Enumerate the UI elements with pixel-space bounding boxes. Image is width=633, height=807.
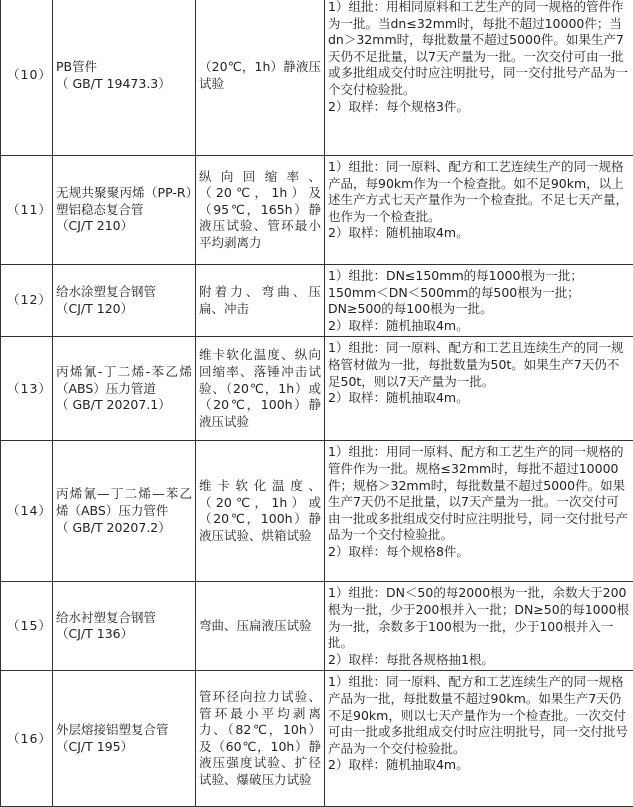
product-name — [53, 265, 196, 337]
test-item-text: 维卡软化温度、（20℃，1h）或（20℃，100h）静液压试验、烘箱试验 — [199, 478, 321, 544]
sampling-rule: 2）取样：每个规格3件。 — [328, 99, 630, 116]
test-item-text: 管环径向拉力试验、管环最小平均剥离力、（82℃，10h）及（60℃，10h）静液压强度试验、扩径试验、爆破压力试验 — [199, 689, 321, 789]
standard-code: （CJ/T 210） — [56, 218, 192, 235]
product-title: 给水衬塑复合钢管 — [56, 610, 192, 627]
product-name — [53, 337, 196, 441]
standard-code: （ GB/T 20207.2） — [56, 520, 192, 537]
standard-code: （ GB/T 19473.3） — [56, 76, 192, 93]
product-title: 外层熔接铝塑复合管 — [56, 722, 192, 739]
product-title: 给水涂塑复合钢管 — [56, 284, 192, 301]
sampling-rule: 2）取样：每个规格8件。 — [328, 544, 630, 561]
batch-sampling-rules — [325, 337, 633, 441]
product-title: 无规共聚聚丙烯（PP-R）塑铝稳态复合管 — [56, 185, 192, 218]
test-item-text: （20℃，1h）静液压试验 — [199, 59, 321, 92]
batch-rule: 1）组批：用相同原料和工艺生产的同一规格的管件作为一批。当dn≤32mm时，每批不超过10000件；当dn＞32mm时，每批数量不超过5000件。如果生产7天仍不足批量，以7天产量为一批。一次交付可由一批或多批组成交付时应注明批号，同一交付批号产品为一个交付检验批。 — [328, 0, 630, 99]
product-title: 丙烯氰-丁二烯-苯乙烯（ABS）压力管道 — [56, 364, 192, 397]
item-number: （12） — [1, 265, 53, 337]
test-items — [196, 582, 325, 671]
product-name — [53, 441, 196, 582]
standard-code: （CJ/T 136） — [56, 626, 192, 643]
sampling-rule: 2）取样：每批各规格抽1根。 — [328, 652, 630, 669]
test-items — [196, 0, 325, 156]
product-name — [53, 582, 196, 671]
product-name — [53, 0, 196, 156]
sampling-rule: 2）取样：随机抽取4m。 — [328, 318, 630, 335]
sampling-rule: 2）取样：随机抽取4m。 — [328, 390, 630, 407]
sampling-rule: 2）取样：随机抽取4m。 — [328, 225, 630, 242]
batch-sampling-rules — [325, 582, 633, 671]
table-row — [1, 582, 633, 671]
product-name — [53, 671, 196, 807]
product-title: 丙烯氰—丁二烯—苯乙烯（ABS）压力管件 — [56, 486, 192, 519]
batch-sampling-rules — [325, 671, 633, 807]
standard-code: （CJ/T 120） — [56, 301, 192, 318]
standard-code: （ GB/T 20207.1） — [56, 397, 192, 414]
item-number: （14） — [1, 441, 53, 582]
batch-rule: 1）组批：DN≤150mm的每1000根为一批；150mm＜DN＜500mm的每500根为一批；DN≥500的每100根为一批。 — [328, 268, 630, 318]
batch-sampling-rules — [325, 265, 633, 337]
test-items — [196, 671, 325, 807]
batch-sampling-rules — [325, 0, 633, 156]
test-item-text: 附着力、弯曲、压扁、冲击 — [199, 284, 321, 317]
product-name — [53, 156, 196, 265]
batch-rule: 1）组批：同一原料、配方和工艺连续生产的同一规格产品，每90km作为一个检查批。如不足90km，以上述生产方式七天产量作为一个检查批。不足七天产量，也作为一个检查批。 — [328, 159, 630, 225]
test-item-text: 弯曲、压扁液压试验 — [199, 618, 321, 635]
sampling-rule: 2）取样：随机抽取4m。 — [328, 757, 630, 774]
item-number: （16） — [1, 671, 53, 807]
item-number: （13） — [1, 337, 53, 441]
batch-sampling-rules — [325, 441, 633, 582]
batch-rule: 1）组批：DN＜50的每2000根为一批，余数大于200根为一批，少于200根并入一批；DN≥50的每1000根为一批，余数多于100根为一批，少于100根并入一批。 — [328, 585, 630, 651]
batch-rule: 1）组批：同一原料、配方和工艺且连续生产的同一规格管材做为一批，每批数量为50t。如果生产7天仍不足50t，则以7天产量为一批。 — [328, 340, 630, 390]
table-row — [1, 441, 633, 582]
item-number: （10） — [1, 0, 53, 156]
test-item-text: 纵向回缩率、（20℃，1h）及（95℃，165h）静液压试验、管环最小平均剥离力 — [199, 169, 321, 252]
table-row — [1, 265, 633, 337]
product-title: PB管件 — [56, 59, 192, 76]
table-row — [1, 0, 633, 156]
batch-rule: 1）组批：同一原料、配方和工艺连续生产的同一规格产品为一批，每批数量不超过90km。如果生产7天仍不足90km，则以七天产量作为一个检查批。一次交付可由一批或多批组成交付时应注明批号，同一交付批号产品为一个交付检验批。 — [328, 674, 630, 757]
test-items — [196, 265, 325, 337]
standard-code: （CJ/T 195） — [56, 739, 192, 756]
table-row — [1, 156, 633, 265]
test-items — [196, 441, 325, 582]
test-item-text: 维卡软化温度、纵向回缩率、落锤冲击试验、（20℃，1h）或（20℃，100h）静液压试验 — [199, 347, 321, 430]
table-row — [1, 337, 633, 441]
test-items — [196, 337, 325, 441]
item-number: （11） — [1, 156, 53, 265]
batch-rule: 1）组批：用同一原料、配方和工艺生产的同一规格的管件作为一批。规格≤32mm时，每批不超过10000件；规格＞32mm时，每批数量不超过5000件。如果生产7天仍不足批量，以7天产量为一批。一次交付可由一批或多批组成交付时应注明批号，同一交付批号产品为一个交付检验批。 — [328, 444, 630, 544]
table-row — [1, 671, 633, 807]
item-number: （15） — [1, 582, 53, 671]
batch-sampling-rules — [325, 156, 633, 265]
test-items — [196, 156, 325, 265]
